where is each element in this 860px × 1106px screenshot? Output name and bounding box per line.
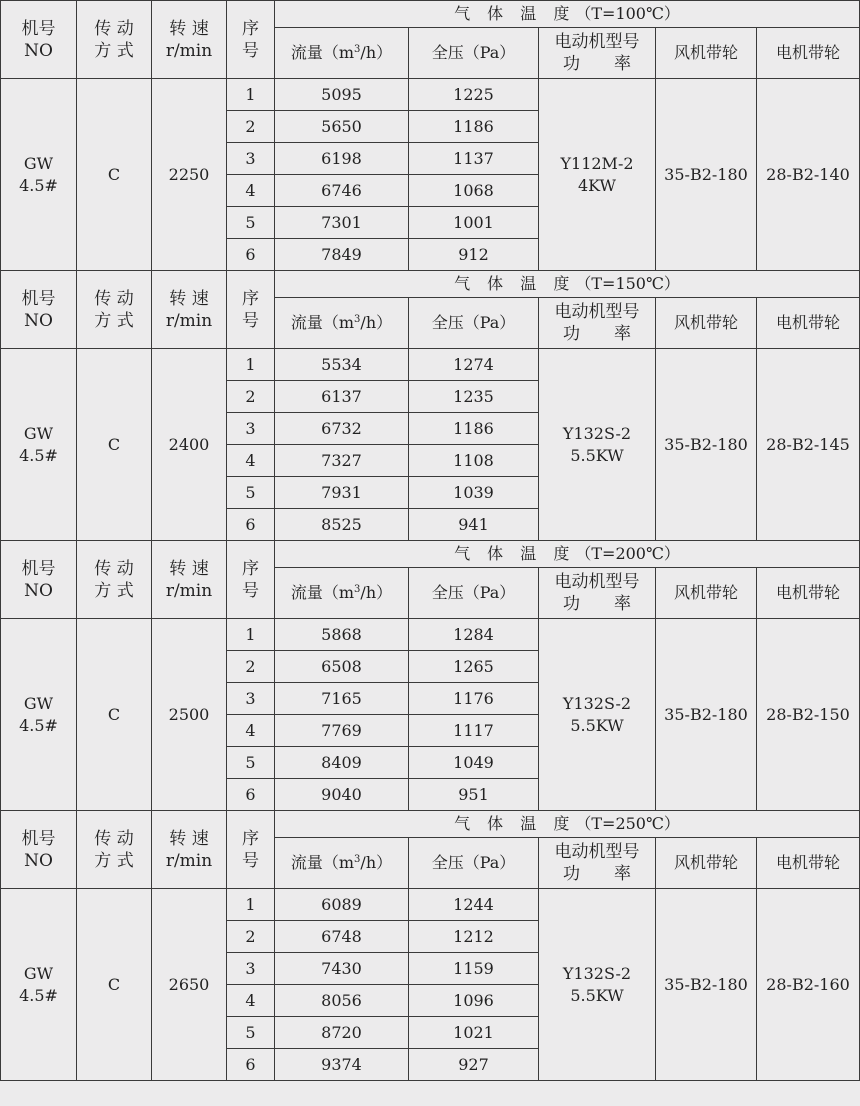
header-motor-power: 功 率 <box>563 324 631 344</box>
header-machine-no <box>1 1 77 79</box>
motor-cell <box>539 889 656 1081</box>
header-machine-no-en: NO <box>24 850 53 871</box>
gas-temperature-value: （T=100℃） <box>575 4 680 23</box>
seq-cell: 6 <box>227 239 275 271</box>
machine-model: GW <box>23 153 54 173</box>
header-row-temperature <box>1 1 860 28</box>
header-seq-cn: 序 <box>242 288 259 309</box>
pressure-cell: 1159 <box>409 953 539 985</box>
pressure-cell: 1021 <box>409 1017 539 1049</box>
table-row <box>1 349 860 381</box>
machine-no-cell <box>1 349 77 541</box>
header-seq-cn2: 号 <box>242 850 259 871</box>
header-flow-tail: /h） <box>360 43 393 62</box>
header-motor-pulley: 电机带轮 <box>757 838 860 889</box>
header-flow-tail: /h） <box>360 853 393 872</box>
header-seq-cn2: 号 <box>242 580 259 601</box>
drive-mode-cell: C <box>77 889 152 1081</box>
seq-cell: 1 <box>227 79 275 111</box>
flow-cell: 6137 <box>275 381 409 413</box>
speed-cell: 2250 <box>152 79 227 271</box>
seq-cell: 4 <box>227 175 275 207</box>
header-fan-pulley: 风机带轮 <box>656 28 757 79</box>
flow-cell: 8056 <box>275 985 409 1017</box>
table-row <box>1 79 860 111</box>
header-motor <box>539 838 656 889</box>
speed-cell: 2400 <box>152 349 227 541</box>
header-flow-tail: /h） <box>360 313 393 332</box>
pressure-cell: 1039 <box>409 477 539 509</box>
header-machine-no-en: NO <box>24 40 53 61</box>
flow-cell: 9040 <box>275 779 409 811</box>
seq-cell: 2 <box>227 111 275 143</box>
header-seq <box>227 271 275 349</box>
drive-mode-cell: C <box>77 79 152 271</box>
seq-cell: 6 <box>227 509 275 541</box>
seq-cell: 6 <box>227 779 275 811</box>
flow-cell: 5650 <box>275 111 409 143</box>
header-row-temperature <box>1 541 860 568</box>
header-seq <box>227 811 275 889</box>
flow-cell: 5095 <box>275 79 409 111</box>
header-machine-no <box>1 811 77 889</box>
header-flow-superscript: 3 <box>354 314 361 325</box>
motor-power: 4KW <box>577 175 616 195</box>
motor-model: Y112M-2 <box>560 153 634 173</box>
header-machine-no-en: NO <box>24 310 53 331</box>
pressure-cell: 1212 <box>409 921 539 953</box>
header-motor-power: 功 率 <box>563 54 631 74</box>
pressure-cell: 1284 <box>409 619 539 651</box>
header-flow <box>275 838 409 889</box>
seq-cell: 4 <box>227 445 275 477</box>
gas-temperature-label: 气 体 温 度 <box>454 544 576 563</box>
motor-cell <box>539 619 656 811</box>
drive-mode-cell: C <box>77 349 152 541</box>
header-flow-tail: /h） <box>360 583 393 602</box>
pressure-cell: 941 <box>409 509 539 541</box>
motor-pulley-cell: 28-B2-140 <box>757 79 860 271</box>
header-speed <box>152 1 227 79</box>
seq-cell: 2 <box>227 381 275 413</box>
header-motor-power: 功 率 <box>563 864 631 884</box>
drive-mode-cell: C <box>77 619 152 811</box>
machine-model: GW <box>23 423 54 443</box>
header-drive-cn: 传 动 <box>94 828 134 849</box>
header-machine-no <box>1 541 77 619</box>
pressure-cell: 1186 <box>409 413 539 445</box>
machine-no-cell <box>1 889 77 1081</box>
flow-cell: 6089 <box>275 889 409 921</box>
motor-model: Y132S-2 <box>562 423 632 443</box>
flow-cell: 8525 <box>275 509 409 541</box>
header-fan-pulley: 风机带轮 <box>656 298 757 349</box>
flow-cell: 6748 <box>275 921 409 953</box>
header-seq-cn2: 号 <box>242 40 259 61</box>
machine-size: 4.5# <box>19 445 58 465</box>
header-pressure: 全压（Pa） <box>409 838 539 889</box>
header-drive-cn2: 方 式 <box>94 850 134 871</box>
header-speed <box>152 541 227 619</box>
header-drive-cn: 传 动 <box>94 288 134 309</box>
pressure-cell: 1096 <box>409 985 539 1017</box>
pressure-cell: 912 <box>409 239 539 271</box>
machine-no-cell <box>1 79 77 271</box>
gas-temperature-label: 气 体 温 度 <box>454 4 576 23</box>
machine-no-cell <box>1 619 77 811</box>
speed-cell: 2500 <box>152 619 227 811</box>
header-machine-no <box>1 271 77 349</box>
header-pressure: 全压（Pa） <box>409 298 539 349</box>
header-pressure: 全压（Pa） <box>409 28 539 79</box>
header-flow-text: 流量（m <box>290 583 355 602</box>
machine-size: 4.5# <box>19 715 58 735</box>
gas-temperature-value: （T=150℃） <box>575 274 680 293</box>
flow-cell: 7327 <box>275 445 409 477</box>
gas-temperature-header <box>275 541 860 568</box>
table-row <box>1 889 860 921</box>
pressure-cell: 1108 <box>409 445 539 477</box>
table-row <box>1 619 860 651</box>
header-drive-mode <box>77 811 152 889</box>
seq-cell: 5 <box>227 747 275 779</box>
seq-cell: 4 <box>227 985 275 1017</box>
seq-cell: 6 <box>227 1049 275 1081</box>
seq-cell: 3 <box>227 683 275 715</box>
flow-cell: 8409 <box>275 747 409 779</box>
header-row-temperature <box>1 811 860 838</box>
machine-size: 4.5# <box>19 175 58 195</box>
header-motor-type: 电动机型号 <box>554 302 640 322</box>
seq-cell: 3 <box>227 413 275 445</box>
header-drive-mode <box>77 1 152 79</box>
fan-pulley-cell: 35-B2-180 <box>656 619 757 811</box>
seq-cell: 1 <box>227 889 275 921</box>
header-flow <box>275 298 409 349</box>
header-flow-superscript: 3 <box>354 44 361 55</box>
gas-temperature-header <box>275 1 860 28</box>
seq-cell: 1 <box>227 349 275 381</box>
flow-cell: 7769 <box>275 715 409 747</box>
flow-cell: 8720 <box>275 1017 409 1049</box>
header-motor-power: 功 率 <box>563 594 631 614</box>
header-flow-text: 流量（m <box>290 313 355 332</box>
pressure-cell: 1265 <box>409 651 539 683</box>
flow-cell: 6198 <box>275 143 409 175</box>
header-drive-cn2: 方 式 <box>94 310 134 331</box>
flow-cell: 7430 <box>275 953 409 985</box>
pressure-cell: 1176 <box>409 683 539 715</box>
flow-cell: 7849 <box>275 239 409 271</box>
seq-cell: 5 <box>227 207 275 239</box>
header-motor-type: 电动机型号 <box>554 572 640 592</box>
header-machine-no-en: NO <box>24 580 53 601</box>
header-seq-cn: 序 <box>242 828 259 849</box>
header-flow-superscript: 3 <box>354 854 361 865</box>
header-machine-no-cn: 机号 <box>21 558 56 579</box>
motor-cell <box>539 79 656 271</box>
motor-power: 5.5KW <box>570 985 624 1005</box>
flow-cell: 5868 <box>275 619 409 651</box>
seq-cell: 5 <box>227 477 275 509</box>
header-flow-superscript: 3 <box>354 584 361 595</box>
flow-cell: 6746 <box>275 175 409 207</box>
seq-cell: 2 <box>227 651 275 683</box>
header-pressure: 全压（Pa） <box>409 568 539 619</box>
flow-cell: 6508 <box>275 651 409 683</box>
header-flow <box>275 28 409 79</box>
flow-cell: 7931 <box>275 477 409 509</box>
flow-cell: 6732 <box>275 413 409 445</box>
header-motor-pulley: 电机带轮 <box>757 28 860 79</box>
pressure-cell: 1225 <box>409 79 539 111</box>
gas-temperature-value: （T=200℃） <box>575 544 680 563</box>
header-machine-no-cn: 机号 <box>21 828 56 849</box>
gas-temperature-header <box>275 811 860 838</box>
header-speed <box>152 811 227 889</box>
header-speed <box>152 271 227 349</box>
pressure-cell: 1186 <box>409 111 539 143</box>
pressure-cell: 1117 <box>409 715 539 747</box>
seq-cell: 5 <box>227 1017 275 1049</box>
gas-temperature-label: 气 体 温 度 <box>454 814 576 833</box>
header-motor-pulley: 电机带轮 <box>757 298 860 349</box>
header-seq-cn: 序 <box>242 18 259 39</box>
gas-temperature-label: 气 体 温 度 <box>454 274 576 293</box>
header-speed-cn: 转 速 <box>169 828 209 849</box>
header-flow <box>275 568 409 619</box>
gas-temperature-value: （T=250℃） <box>575 814 680 833</box>
speed-cell: 2650 <box>152 889 227 1081</box>
flow-cell: 5534 <box>275 349 409 381</box>
seq-cell: 4 <box>227 715 275 747</box>
header-speed-cn: 转 速 <box>169 288 209 309</box>
pressure-cell: 1137 <box>409 143 539 175</box>
motor-cell <box>539 349 656 541</box>
header-speed-unit: r/min <box>165 40 213 61</box>
fan-pulley-cell: 35-B2-180 <box>656 79 757 271</box>
machine-size: 4.5# <box>19 985 58 1005</box>
table-body <box>1 1 860 1081</box>
header-row-temperature <box>1 271 860 298</box>
header-drive-cn2: 方 式 <box>94 40 134 61</box>
header-motor <box>539 568 656 619</box>
gas-temperature-header <box>275 271 860 298</box>
seq-cell: 3 <box>227 143 275 175</box>
header-motor-type: 电动机型号 <box>554 32 640 52</box>
header-motor <box>539 28 656 79</box>
motor-pulley-cell: 28-B2-145 <box>757 349 860 541</box>
header-drive-cn: 传 动 <box>94 18 134 39</box>
machine-model: GW <box>23 693 54 713</box>
motor-power: 5.5KW <box>570 445 624 465</box>
header-flow-text: 流量（m <box>290 43 355 62</box>
motor-pulley-cell: 28-B2-160 <box>757 889 860 1081</box>
flow-cell: 7301 <box>275 207 409 239</box>
motor-model: Y132S-2 <box>562 693 632 713</box>
header-fan-pulley: 风机带轮 <box>656 838 757 889</box>
header-flow-text: 流量（m <box>290 853 355 872</box>
header-speed-cn: 转 速 <box>169 18 209 39</box>
seq-cell: 2 <box>227 921 275 953</box>
motor-power: 5.5KW <box>570 715 624 735</box>
header-seq-cn: 序 <box>242 558 259 579</box>
seq-cell: 1 <box>227 619 275 651</box>
header-speed-unit: r/min <box>165 310 213 331</box>
pressure-cell: 1235 <box>409 381 539 413</box>
header-seq <box>227 1 275 79</box>
header-seq <box>227 541 275 619</box>
pressure-cell: 1068 <box>409 175 539 207</box>
motor-pulley-cell: 28-B2-150 <box>757 619 860 811</box>
header-drive-cn2: 方 式 <box>94 580 134 601</box>
header-motor <box>539 298 656 349</box>
pressure-cell: 1274 <box>409 349 539 381</box>
pressure-cell: 1001 <box>409 207 539 239</box>
seq-cell: 3 <box>227 953 275 985</box>
fan-pulley-cell: 35-B2-180 <box>656 349 757 541</box>
fan-pulley-cell: 35-B2-180 <box>656 889 757 1081</box>
header-seq-cn2: 号 <box>242 310 259 331</box>
header-machine-no-cn: 机号 <box>21 288 56 309</box>
header-motor-pulley: 电机带轮 <box>757 568 860 619</box>
header-speed-unit: r/min <box>165 580 213 601</box>
header-motor-type: 电动机型号 <box>554 842 640 862</box>
header-drive-mode <box>77 541 152 619</box>
motor-model: Y132S-2 <box>562 963 632 983</box>
header-drive-cn: 传 动 <box>94 558 134 579</box>
header-speed-cn: 转 速 <box>169 558 209 579</box>
flow-cell: 9374 <box>275 1049 409 1081</box>
pressure-cell: 927 <box>409 1049 539 1081</box>
header-fan-pulley: 风机带轮 <box>656 568 757 619</box>
machine-model: GW <box>23 963 54 983</box>
pressure-cell: 1244 <box>409 889 539 921</box>
header-speed-unit: r/min <box>165 850 213 871</box>
pressure-cell: 951 <box>409 779 539 811</box>
pressure-cell: 1049 <box>409 747 539 779</box>
flow-cell: 7165 <box>275 683 409 715</box>
header-machine-no-cn: 机号 <box>21 18 56 39</box>
header-drive-mode <box>77 271 152 349</box>
